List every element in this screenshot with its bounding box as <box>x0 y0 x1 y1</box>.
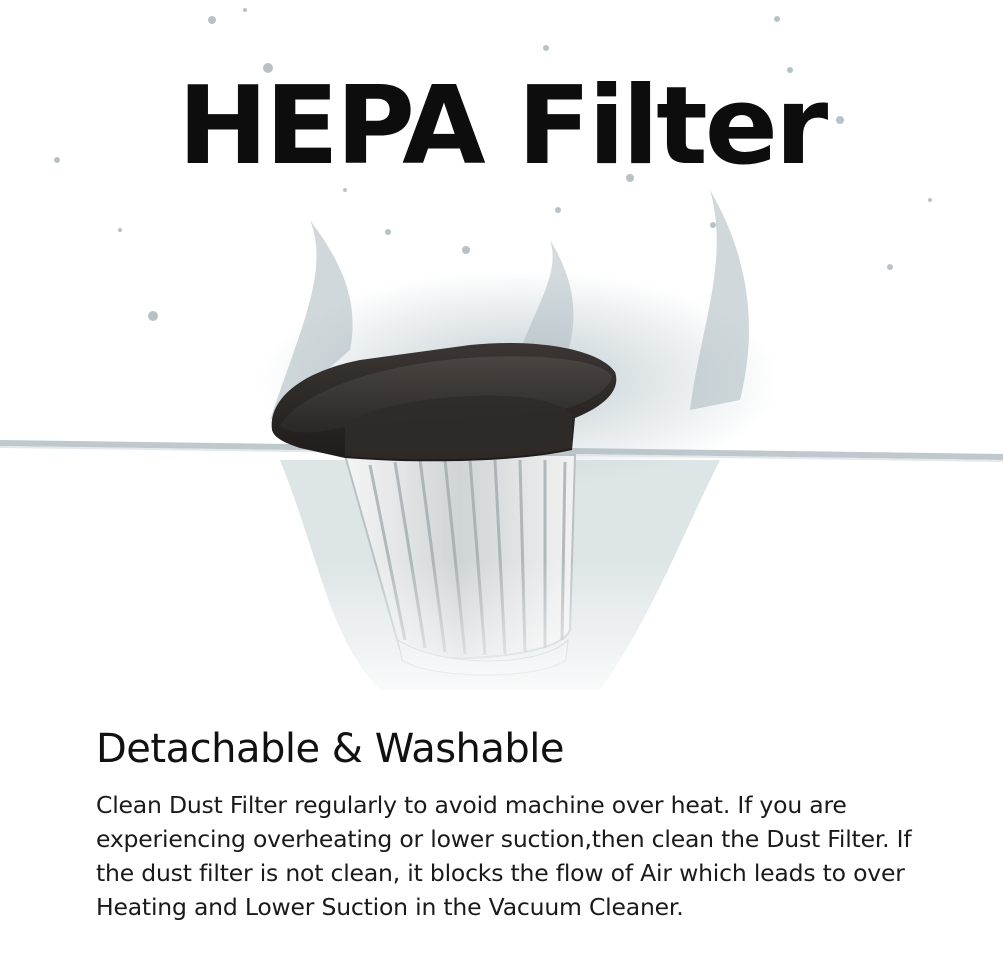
section-heading: Detachable & Washable <box>96 726 565 772</box>
page-title: HEPA Filter <box>177 64 826 189</box>
description-text: Clean Dust Filter regularly to avoid machine over heat. If you are experiencing overheating or lower suction,then clean the Dust Filter. If the dust filter is not clean, it blocks the flow of Air which leads to over Heating and Lower Suction in the Vacuum Cleaner. <box>96 791 912 921</box>
